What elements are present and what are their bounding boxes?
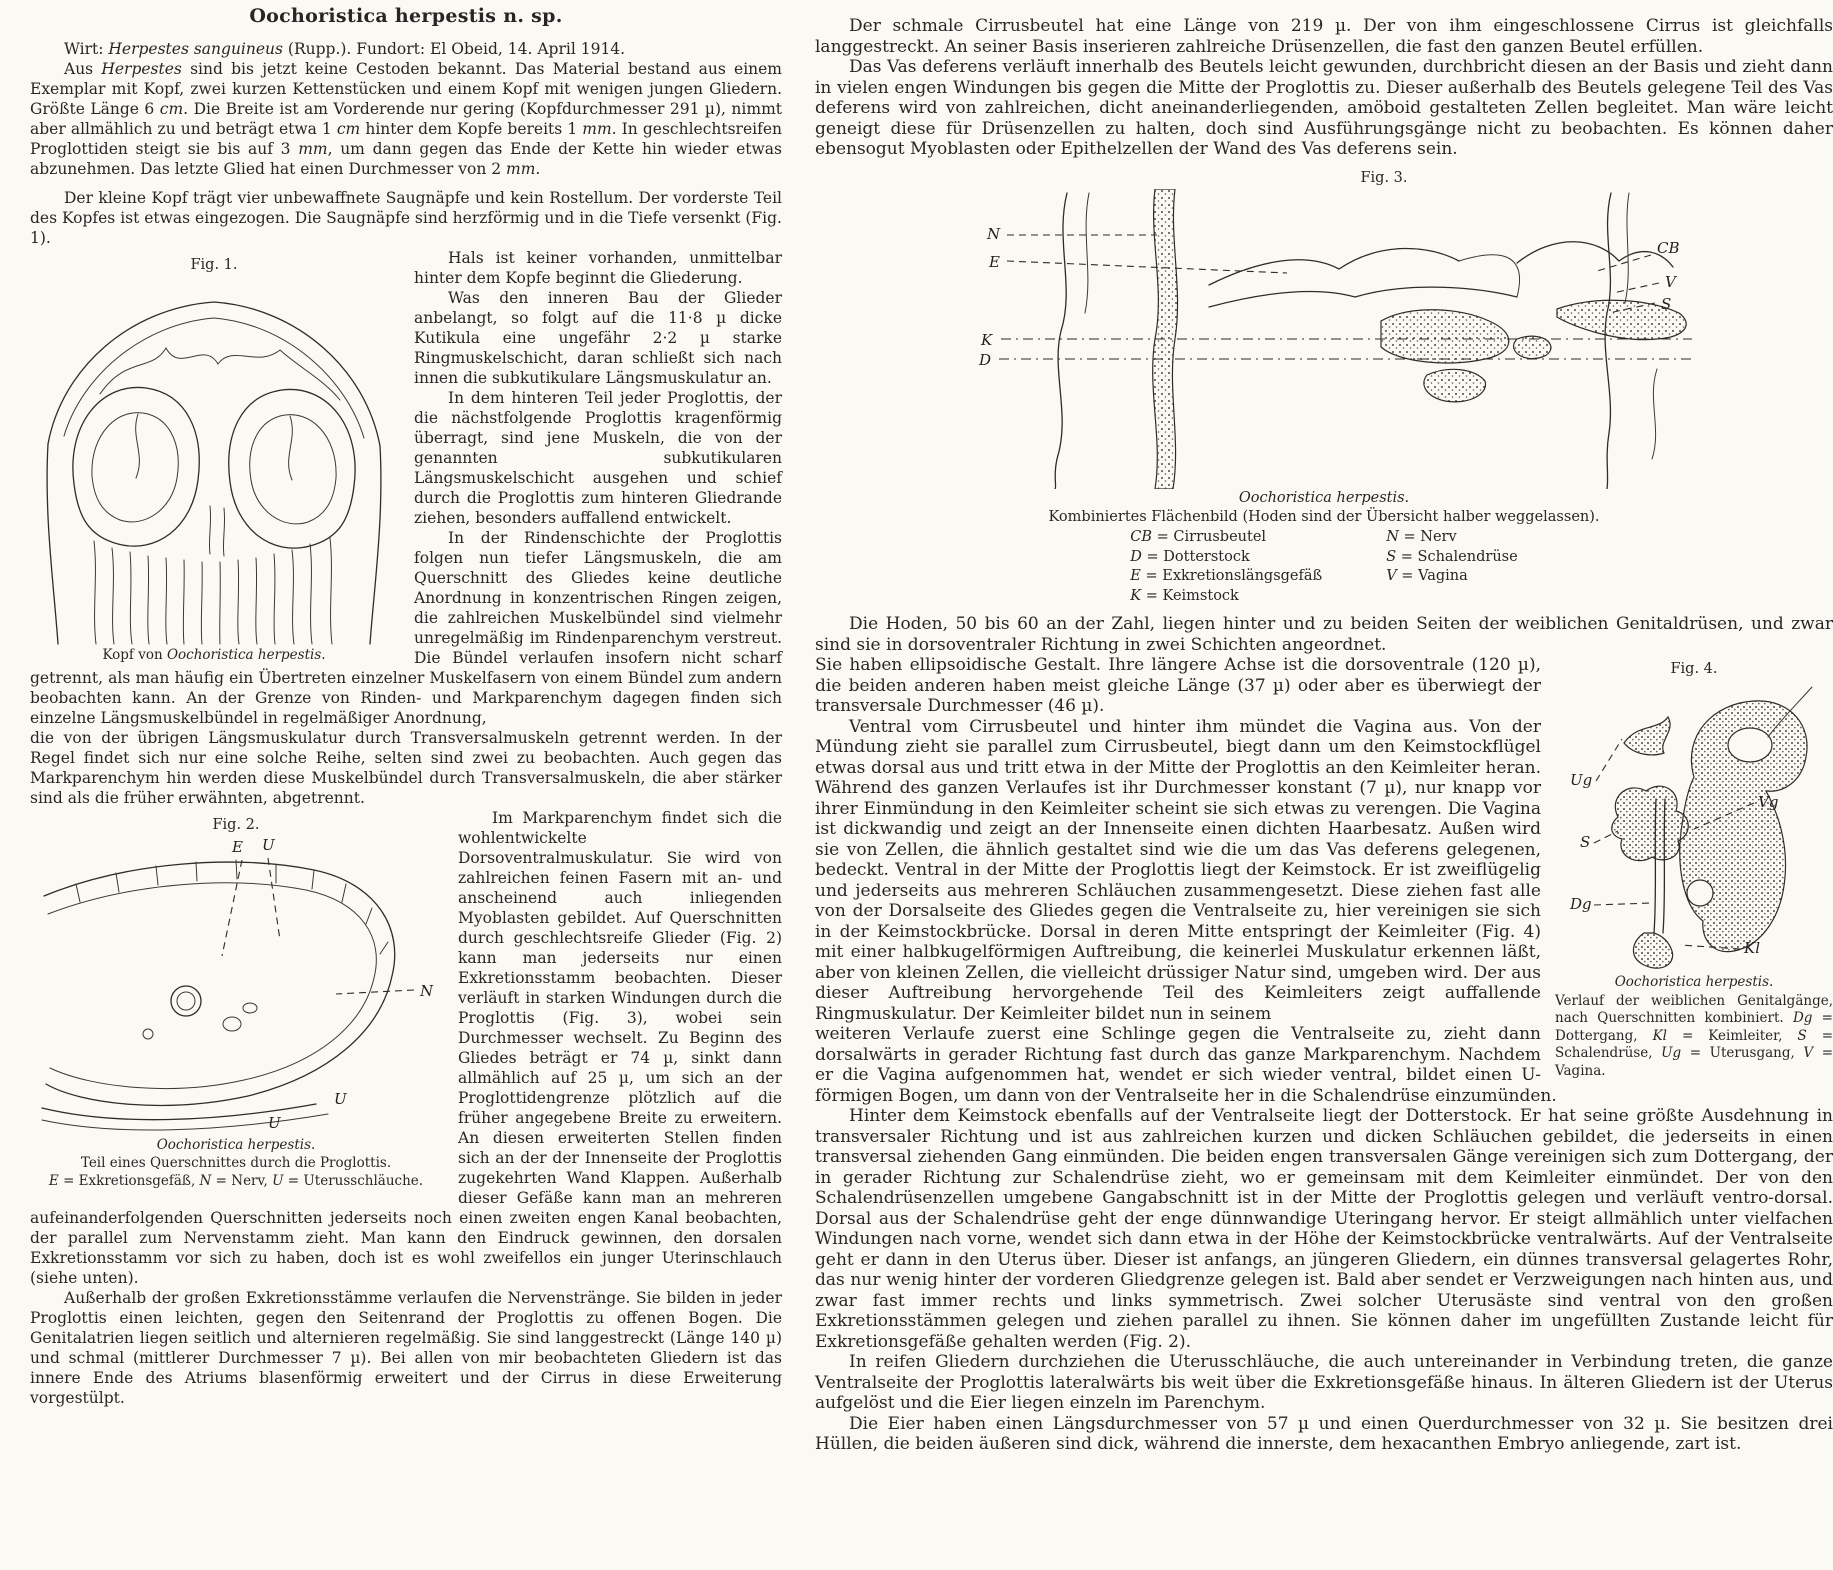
figure-2-label-U-bottom1: U	[268, 1114, 281, 1132]
left-column	[30, 6, 782, 1408]
figure-3-label-N: N	[986, 225, 1000, 243]
paragraph-transversalmuskeln: die von der übrigen Längsmuskulatur durch Transversalmuskeln getrennt werden. In der Regel findet sich nur eine solche Reihe, selten sind zwei zu beobachten. Auch gegen das Markparenchym hin werden diese Muskelbündel durch Transversalmuskeln, die aber stärker sind als die früher erwähnten, abgetrennt.	[30, 729, 782, 807]
paragraph-hals: Hals ist keiner vorhanden, unmittelbar hinter dem Kopfe beginnt die Gliederung.	[414, 249, 782, 287]
paragraph-vagina: Ventral vom Cirrusbeutel und hinter ihm mündet die Vagina aus. Von der Mündung zieht sie parallel zum Cirrusbeutel, biegt dann um den Keimstockflügel etwas dorsal aus und tritt etwa in der Mitte der Proglottis an den Keimleiter heran. Während des ganzen Verlaufes ist ihr Durchmesser konstant (7 µ), nur knapp vor ihrer Einmündung in den Keimleiter scheint sie sich etwas zu verengen. Die Vagina ist dickwandig und zeigt an der Innenseite einen dichten Haarbesatz. Außen wird sie von Zellen, die ähnlich gestaltet sind wie die um das Vas deferens gelegenen, bedeckt. Ventral in der Mitte der Proglottis liegt der Keimstock. Er ist zweiflügelig und jederseits aus mehreren Schläuchen zusammengesetzt. Diese ziehen fast alle von der Dorsalseite des Gliedes gegen die Ventralseite zu, hier vereinigen sie sich in der Keimstockbrücke. Dorsal in deren Mitte entspringt der Keimleiter (Fig. 4) mit einer halbkugelförmigen Auftreibung, die keinerlei Muskulatur erkennen läßt, aber von kleinen Zellen, die vielleicht drüssiger Natur sind, umgeben wird. Der aus dieser Auftreibung hervorgehende Teil des Keimleiters zeigt auffallende Ringmuskulatur. Der Keimleiter bildet nun in seinem	[815, 716, 1541, 1024]
figure-2-label-N: N	[420, 982, 434, 1000]
legend-item-cb: CB = Cirrusbeutel	[1130, 529, 1267, 545]
paragraph-nervenstraenge: Außerhalb der großen Exkretionsstämme verlaufen die Nervenstränge. Sie bilden in jeder Proglottis einen leichten, gegen den Seitenrand der Proglottis zu offenen Bogen. Die Genitalatrien liegen seitlich und alternieren regelmäßig. Sie sind langgestreckt (Länge 140 µ) und schmal (mittlerer Durchmesser 7 µ). Bei allen von mir beobachteten Gliedern ist das innere Ende des Atriums blasenförmig erweitert und der Cirrus in diese Erweiterung vorgestülpt.	[30, 1289, 782, 1407]
paragraph-dotterstock: Hinter dem Keimstock ebenfalls auf der Ventralseite liegt der Dotterstock. Er hat seine größte Ausdehnung in transversaler Richtung und ist aus zahlreichen kurzen und dicken Schläuchen gebildet, die jederseits in einen transversal ziehenden Gang einmünden. Die beiden engen transversalen Gänge vereinigen sich zum Dottergang, der in gerader Richtung zur Schalendrüse zieht, wo er gemeinsam mit dem Keimleiter einmündet. Der von den Schalendrüsenzellen umgebene Gangabschnitt ist in der Mitte der Proglottis gelegen und verläuft ventro-dorsal. Dorsal aus der Schalendrüse geht der enge dünnwandige Uteringang hervor. Er steigt allmählich unter vielfachen Windungen nach vorne, wendet sich dann etwa in der Höhe der Keimstockbrücke ventralwärts. Auf der Ventralseite geht er dann in den Uterus über. Dieser ist anfangs, an jüngeren Gliedern, ein dünnes transversal gelagertes Rohr, das nur wenig hinter der vorderen Gliedgrenze gelegen ist. Bald aber sendet er Verzweigungen nach hinten aus, und zwar fast immer rechts und links symmetrisch. Zwei solcher Uterusäste sind ventral von den großen Exkretionsstämmen gelegen und ziehen parallel zu ihnen. Sie können daher im ungefüllten Zustande leicht für Exkretionsgefäße gehalten werden (Fig. 2).	[815, 1106, 1833, 1352]
legend-item-e: E = Exkretionslängsgefäß	[1130, 568, 1323, 584]
figure-2-drawing-cross-section	[36, 836, 436, 1136]
figure-3-legend-right	[1386, 528, 1517, 606]
figure-1	[30, 253, 398, 664]
legend-item-k: K = Keimstock	[1130, 587, 1239, 604]
figure-3-label-D: D	[978, 351, 991, 369]
paragraph-hoden-fortsetzung: Sie haben ellipsoidische Gestalt. Ihre längere Achse ist die dorsoventrale (120 µ), die beiden anderen haben meist gleiche Länge (37 µ) oder aber es überwiegt der transversale Durchmesser (46 µ).	[815, 655, 1541, 716]
figure-1-label: Fig. 1.	[190, 257, 238, 273]
figure-4-label: Fig. 4.	[1670, 661, 1718, 677]
legend-item-d: D = Dotterstock	[1130, 548, 1250, 565]
figure-4-label-Ug: Ug	[1569, 770, 1592, 789]
figure-3-legend	[815, 528, 1833, 606]
paragraph-kutikula: Was den inneren Bau der Glieder anbelangt, so folgt auf die 11·8 µ dicke Kutikula eine ungefähr 2·2 µ starke Ringmuskelschicht, daran schließt sich nach innen die subkutikulare Längsmuskulatur an.	[414, 289, 782, 387]
paragraph-vas-deferens: Das Vas deferens verläuft innerhalb des Beutels leicht gewunden, durchbricht diesen an der Basis und zieht dann in vielen engen Windungen bis gegen die Mitte der Proglottis zu. Dieser außerhalb des Beutels gelegene Teil des Vas deferens wird von zahlreichen, dicht aneinanderliegenden, amöboid gestalteten Zellen begleitet. Man wäre leicht geneigt diese für Drüsenzellen zu halten, doch sind Ausführungsgänge nicht zu beobachten. Es können daher ebensogut Myoblasten oder Epithelzellen der Wand des Vas deferens sein.	[815, 57, 1833, 159]
legend-item-s: S = Schalendrüse	[1386, 548, 1518, 565]
figure-3-label-CB: CB	[1656, 239, 1679, 257]
paragraph-cirrusbeutel: Der schmale Cirrusbeutel hat eine Länge von 219 µ. Der von ihm eingeschlossene Cirrus ist gleichfalls langgestreckt. An seiner Basis inserieren zahlreiche Drüsenzellen, die fast den ganzen Beutel erfüllen.	[815, 16, 1833, 57]
figure-4-label-Dg: Dg	[1569, 894, 1592, 913]
paragraph-hoden: Die Hoden, 50 bis 60 an der Zahl, liegen hinter und zu beiden Seiten der weiblichen Genitaldrüsen, und zwar sind sie in dorsoventraler Richtung in zwei Schichten angeordnet.	[815, 614, 1833, 655]
figure-3-legend-left	[1130, 528, 1322, 606]
figure-3-label-V: V	[1664, 273, 1676, 291]
figure-3-caption-line2: Kombiniertes Flächenbild (Hoden sind der Übersicht halber weggelassen).	[1048, 509, 1600, 525]
figure-3-label-K: K	[980, 331, 992, 349]
figure-2-label-E: E	[232, 838, 243, 856]
paragraph-wirt-fundort: Wirt: Herpestes sanguineus (Rupp.). Fundort: El Obeid, 14. April 1914.	[64, 40, 626, 58]
paragraph-keimleiter-verlauf: weiteren Verlaufe zuerst eine Schlinge gegen die Ventralseite zu, zieht dann dorsalwärts in gerader Richtung fast durch das ganze Markparenchym. Nachdem er die Vagina aufgenommen hat, wendet er sich wieder ventral, bildet einen U-förmigen Bogen, um dann von der Ventralseite her in die Schalendrüse einzumünden.	[815, 1024, 1557, 1106]
figure-3	[815, 168, 1833, 607]
figure-3-caption-species: Oochoristica herpestis.	[1238, 490, 1410, 506]
paragraph-markparenchym: Im Markparenchym findet sich die wohlentwickelte Dorsoventralmuskulatur. Sie wird von zahlreichen feinen Fasern mit an- und anscheinend auch inliegenden Myoblasten gebildet. Auf Querschnitten durch geschlechtsreife Glieder (Fig. 2) kann man jederseits nur einen Exkretionsstamm beobachten. Dieser verläuft in starken Windungen durch die Proglottis (Fig. 3), wobei sein Durchmesser wechselt. Zu Beginn des Gliedes beträgt er 74 µ, sinkt dann allmählich auf 25 µ, um sich an der Proglottidengrenze plötzlich auf die früher angegebene Breite zu erweitern. An diesen erweiterten Stellen finden sich an der der Innenseite der Proglottis zugekehrten Wand Klappen. Außerhalb dieser Gefäße kann man an mehreren aufeinanderfolgenden Querschnitten jederseits noch einen zweiten engen Kanal beobachten, der parallel zum Nervenstamm zieht. Man kann den Eindruck gewinnen, den dorsalen Exkretionsstamm vor sich zu haben, doch ist es wohl zweifellos ein junger Uterinschlauch (siehe unten).	[30, 809, 782, 1287]
legend-item-v: V = Vagina	[1386, 568, 1468, 584]
figure-2	[30, 813, 442, 1190]
legend-item-n: N = Nerv	[1386, 529, 1457, 545]
figure-2-label: Fig. 2.	[212, 817, 260, 833]
figure-4-caption-description: Verlauf der weiblichen Genitalgänge, nach Querschnitten kombiniert. Dg = Dottergang, Kl = Keimleiter, S = Schalendrüse, Ug = Uterusgang, V = Vagina.	[1555, 992, 1833, 1079]
figure-4-label-Kl: Kl	[1743, 938, 1760, 957]
figure-2-caption-line2: Teil eines Querschnittes durch die Proglottis.	[80, 1155, 392, 1171]
figure-4	[1555, 657, 1833, 1080]
figure-3-label: Fig. 3.	[1360, 169, 1408, 186]
figure-3-label-E: E	[988, 253, 1000, 271]
right-column	[815, 16, 1833, 1455]
figure-2-caption-species: Oochoristica herpestis.	[156, 1137, 316, 1153]
figure-3-label-S: S	[1660, 295, 1671, 313]
paragraph-eier: Die Eier haben einen Längsdurchmesser von 57 µ und einen Querdurchmesser von 32 µ. Sie besitzen drei Hüllen, die beiden äußeren sind dick, während die innerste, dem hexacanthen Embryo anliegende, zart ist.	[815, 1413, 1833, 1454]
figure-4-label-Vg: Vg	[1757, 792, 1778, 811]
figure-4-label-S: S	[1579, 832, 1590, 851]
figure-2-caption-legend: E = Exkretionsgefäß, N = Nerv, U = Uterusschläuche.	[48, 1173, 424, 1189]
paragraph-rindenschichte: In der Rindenschichte der Proglottis folgen nun tiefer Längsmuskeln, die am Querschnitt des Gliedes keine deutliche Anordnung in konzentrischen Ringen zeigen, die zahlreichen Muskelbündel sind vielmehr unregelmäßig im Rindenparenchym verstreut. Die Bündel verlaufen insofern nicht scharf getrennt, als man häufig ein Übertreten einzelner Muskelfasern von einem Bündel zum andern beobachten kann. An der Grenze von Rinden- und Markparenchym dagegen finden sich einzelne Längsmuskelbündel in regelmäßiger Anordnung,	[30, 529, 782, 727]
figure-4-drawing-female-ducts	[1562, 681, 1827, 973]
paragraph-hinterer-teil: In dem hinteren Teil jeder Proglottis, der die nächstfolgende Proglottis kragenförmig überragt, sind jene Muskeln, die von der genannten subkutikularen Längsmuskelschicht ausgehen und schief durch die Proglottis zum hinteren Gliedrande ziehen, besonders auffallend entwickelt.	[414, 389, 782, 527]
article-title: Oochoristica herpestis n. sp.	[249, 5, 563, 27]
paragraph-kopf: Der kleine Kopf trägt vier unbewaffnete Saugnäpfe und kein Rostellum. Der vorderste Teil des Kopfes ist etwas eingezogen. Die Saugnäpfe sind herzförmig und in die Tiefe versenkt (Fig. 1).	[30, 189, 782, 247]
figure-3-drawing-flat-view	[957, 189, 1692, 489]
figure-2-label-U-top: U	[262, 836, 275, 854]
figure-1-caption: Kopf von Oochoristica herpestis.	[102, 647, 326, 663]
figure-4-caption-species: Oochoristica herpestis.	[1614, 973, 1774, 990]
paragraph-material: Aus Herpestes sind bis jetzt keine Cestoden bekannt. Das Material bestand aus einem Exemplar mit Kopf, zwei kurzen Kettenstücken und einem Kopf mit wenigen jungen Gliedern. Größte Länge 6 cm. Die Breite ist am Vorderende nur gering (Kopfdurchmesser 291 µ), nimmt aber allmählich zu und beträgt etwa 1 cm hinter dem Kopfe bereits 1 mm. In geschlechtsreifen Proglottiden steigt sie bis auf 3 mm, um dann gegen das Ende der Kette hin wieder etwas abzunehmen. Das letzte Glied hat einen Durchmesser von 2 mm.	[30, 60, 783, 178]
figure-1-drawing-scolex	[34, 276, 394, 646]
figure-2-label-U-bottom2: U	[334, 1090, 347, 1108]
paragraph-reife-glieder: In reifen Gliedern durchziehen die Uterusschläuche, die auch untereinander in Verbindung treten, die ganze Ventralseite der Proglottis lateralwärts bis weit über die Exkretionsgefäße hinaus. In älteren Gliedern ist der Uterus aufgelöst und die Eier liegen einzeln im Parenchym.	[815, 1352, 1833, 1413]
